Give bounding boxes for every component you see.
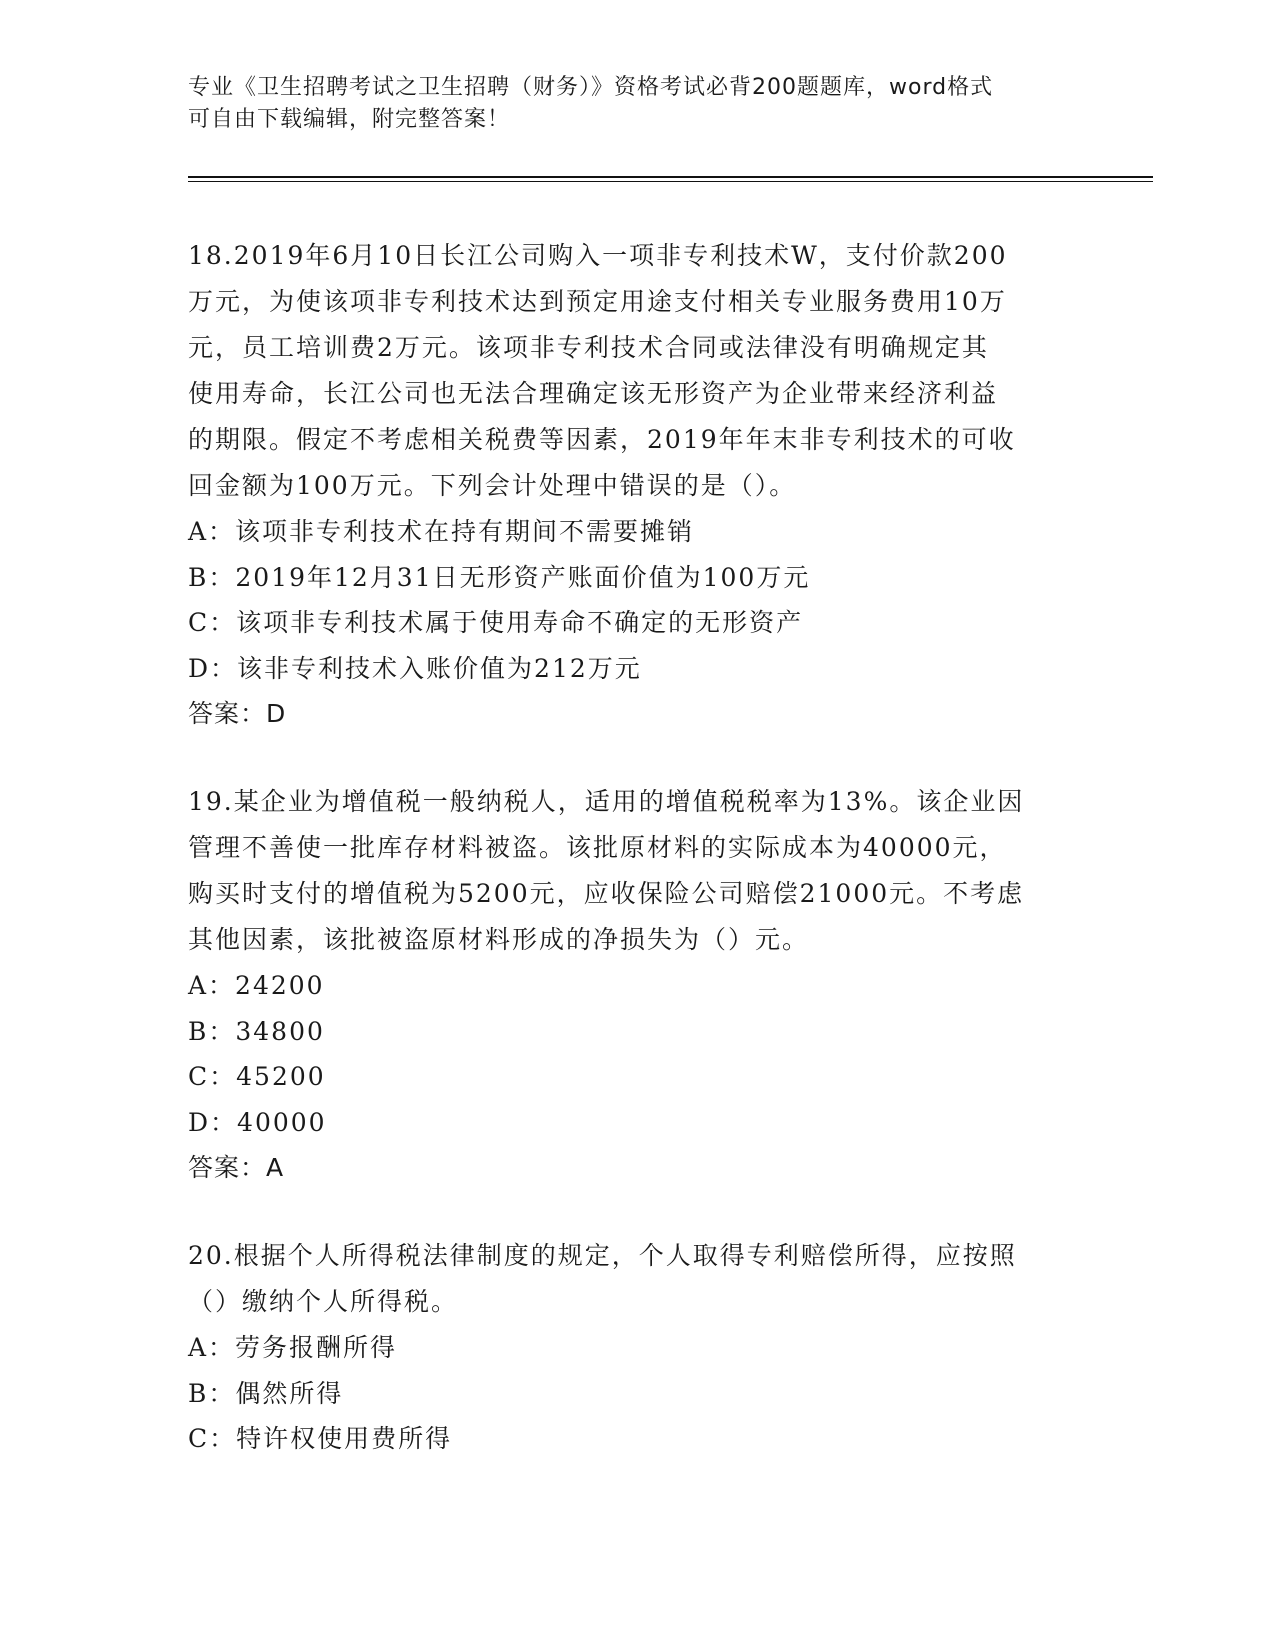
question-20-stem [188,1233,1078,1325]
question-20 [188,1233,1078,1462]
option-c: C：特许权使用费所得 [188,1424,453,1453]
question-line: 管理不善使一批库存材料被盗。该批原材料的实际成本为40000元， [188,833,1007,862]
option-c: C：该项非专利技术属于使用寿命不确定的无形资产 [188,608,804,637]
option-a: A：该项非专利技术在持有期间不需要摊销 [188,517,695,546]
question-line: （）缴纳个人所得税。 [188,1287,459,1316]
answer-label: 答案：A [188,1153,285,1182]
question-19 [188,779,1078,1191]
question-list [188,233,1078,1462]
header-line-1: 专业《卫生招聘考试之卫生招聘（财务）》资格考试必背200题题库，word格式 [188,75,994,100]
option-b: B：偶然所得 [188,1378,344,1408]
option-b: B：34800 [188,1016,325,1046]
question-18-stem [188,233,1078,509]
option-b: B：2019年12月31日无形资产账面价值为100万元 [188,562,811,592]
question-line: 使用寿命，长江公司也无法合理确定该无形资产为企业带来经济利益 [188,379,999,408]
header-line-2: 可自由下载编辑，附完整答案！ [188,107,511,132]
header-divider-thin [188,181,1153,182]
answer-label: 答案：D [188,699,287,728]
option-a: A：24200 [188,971,325,1000]
question-18 [188,233,1078,737]
question-line: 20.根据个人所得税法律制度的规定，个人取得专利赔偿所得，应按照 [188,1241,1017,1270]
question-line: 元，员工培训费2万元。该项非专利技术合同或法律没有明确规定其 [188,333,989,362]
document-header [188,72,1068,136]
option-c: C：45200 [188,1062,326,1091]
question-line: 18.2019年6月10日长江公司购入一项非专利技术W，支付价款200 [188,241,1008,270]
option-d: D：40000 [188,1107,327,1137]
question-line: 其他因素，该批被盗原材料形成的净损失为（）元。 [188,925,810,954]
option-d: D：该非专利技术入账价值为212万元 [188,653,642,683]
header-divider-thick [188,176,1153,178]
question-line: 的期限。假定不考虑相关税费等因素，2019年年末非专利技术的可收 [188,425,1016,454]
question-line: 回金额为100万元。下列会计处理中错误的是（）。 [188,471,797,500]
option-a: A：劳务报酬所得 [188,1333,398,1362]
question-line: 万元，为使该项非专利技术达到预定用途支付相关专业服务费用10万 [188,287,1007,316]
question-line: 购买时支付的增值税为5200元，应收保险公司赔偿21000元。不考虑 [188,879,1025,908]
question-line: 19.某企业为增值税一般纳税人，适用的增值税税率为13%。该企业因 [188,787,1025,816]
question-19-stem [188,779,1078,963]
